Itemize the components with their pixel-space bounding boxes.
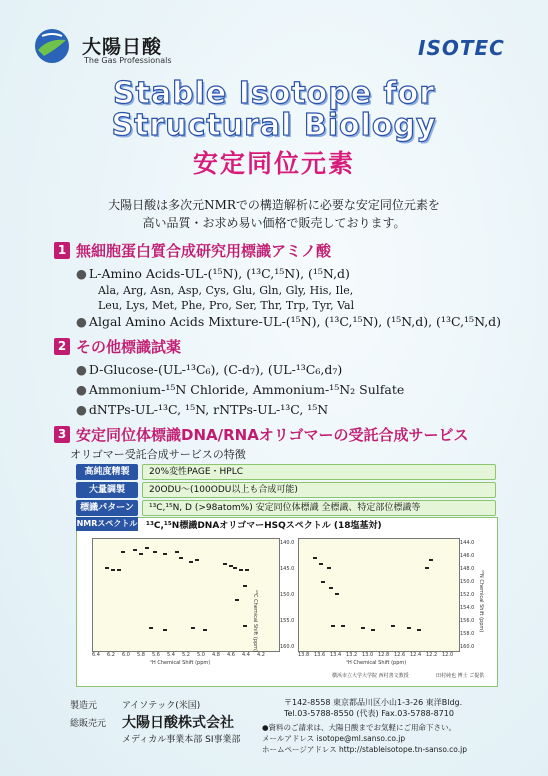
spectrum-peak [335, 593, 339, 595]
seller-label: 総販売元 [70, 719, 107, 729]
globe-logo-icon [34, 28, 70, 64]
bullet-icon: ● [76, 382, 87, 397]
nmr-tab-label: NMRスペクトル [76, 517, 138, 531]
title-line-1: Stable Isotope for [112, 76, 436, 111]
spectrum-peak [243, 625, 247, 627]
list-item: ● Ammonium-¹⁵N Chloride, Ammonium-¹⁵N₂ Sulfate [76, 382, 405, 397]
intro-line-2: 高い品質・お求め易い価格で販売しております。 [142, 216, 406, 230]
intro-line-1: 大陽日酸は多次元NMRでの構造解析に必要な安定同位元素を [108, 198, 440, 212]
spectrum-peak [163, 553, 167, 555]
y-tick: 140.0 [280, 540, 295, 546]
spectrum-peak [233, 567, 237, 569]
spectrum-peak [417, 629, 421, 631]
x-tick: 5.6 [152, 652, 160, 658]
spectrum-peak [361, 627, 365, 629]
features-title: オリゴマー受託合成サービスの特徴 [70, 448, 246, 461]
feature-value: 20%変性PAGE・HPLC [142, 464, 496, 480]
request-note: ●資料のご請求は、大陽日酸までお気軽にご用命下さい。 [262, 723, 457, 732]
x-tick: 12.8 [378, 652, 390, 658]
spectrum-peak [425, 567, 429, 569]
spectrum-peak [223, 563, 227, 565]
y-tick: 146.0 [460, 553, 475, 559]
spectrum-peak [371, 629, 375, 631]
spectrum-peak [341, 625, 345, 627]
y-tick: 145.0 [280, 566, 295, 572]
amino-acid-list-line: Ala, Arg, Asn, Asp, Cys, Glu, Gln, Gly, His, Ile, [98, 284, 354, 297]
list-item: ● D-Glucose-(UL-¹³C₆), (C-d₇), (UL-¹³C₆,d₇) [76, 362, 343, 377]
spectrum-peak [331, 625, 335, 627]
spectrum-peak [203, 629, 207, 631]
hsqc-plot-15n [298, 538, 460, 652]
y-tick: 160.0 [460, 644, 475, 650]
list-item: ● L-Amino Acids-UL-(¹⁵N), (¹³C,¹⁵N), (¹⁵N,d) [76, 266, 350, 281]
y-tick: 156.0 [460, 618, 475, 624]
spectrum-peak [175, 551, 179, 553]
spectrum-peak [321, 581, 325, 583]
x-tick: 6.4 [92, 652, 100, 658]
section-number: 3 [54, 426, 70, 443]
spectrum-peak [195, 559, 199, 561]
bullet-icon: ● [76, 402, 87, 417]
feature-row [76, 464, 496, 480]
phone-fax: Tel.03-5788-8550 (代表) Fax.03-5788-8710 [284, 709, 454, 718]
spectrum-peak [117, 569, 121, 571]
email-address: メールアドレス isotope@ml.sanso.co.jp [262, 734, 406, 743]
x-tick: 6.2 [107, 652, 115, 658]
bullet-icon: ● [76, 314, 87, 329]
spectrum-peak [245, 569, 249, 571]
spectrum-peak [189, 561, 193, 563]
x-tick: 12.0 [442, 652, 454, 658]
feature-label: 高純度精製 [76, 464, 138, 480]
y-tick: 148.0 [460, 566, 475, 572]
seller-name: 大陽日酸株式会社 [122, 715, 234, 731]
x-tick: 6.0 [122, 652, 130, 658]
maker-name: アイソテック(米国) [122, 701, 201, 711]
feature-value: ¹³C,¹⁵N, D (>98atom%) 安定同位体標識 全標識、特定部位標識等 [142, 500, 496, 516]
division-name: メディカル事業本部 SI事業部 [122, 735, 241, 745]
isotec-logo: ISOTEC [418, 36, 505, 60]
y-tick: 144.0 [460, 540, 475, 546]
spectrum-peak [163, 629, 167, 631]
x-tick: 13.6 [314, 652, 326, 658]
y-tick: 155.0 [280, 618, 295, 624]
spectrum-peak [149, 627, 153, 629]
section-number: 2 [54, 338, 70, 355]
title-line-2: Structural Biology [111, 108, 437, 143]
spectrum-peak [407, 627, 411, 629]
section-title: その他標識試薬 [76, 338, 182, 356]
feature-row [76, 482, 496, 498]
y-tick: 160.0 [280, 644, 295, 650]
y-tick: 150.0 [280, 592, 295, 598]
spectrum-peak [179, 557, 183, 559]
x-tick: 13.4 [330, 652, 342, 658]
y-axis-label: ¹³C Chemical Shift (ppm) [252, 590, 258, 652]
spectrum-peak [191, 627, 195, 629]
spectrum-peak [235, 599, 239, 601]
address: 〒142-8558 東京都品川区小山1-3-26 東洋Bldg. [284, 698, 463, 707]
section-title: 無細胞蛋白質合成研究用標識アミノ酸 [76, 242, 332, 260]
brand-tagline: The Gas Professionals [84, 56, 172, 65]
y-tick: 152.0 [460, 592, 475, 598]
title-japanese: 安定同位元素 [192, 149, 355, 178]
x-tick: 13.2 [346, 652, 358, 658]
bullet-icon: ● [76, 362, 87, 377]
x-tick: 4.2 [257, 652, 265, 658]
spectrum-peak [319, 563, 323, 565]
x-tick: 5.2 [182, 652, 190, 658]
x-tick: 12.2 [426, 652, 438, 658]
spectrum-peak [329, 587, 333, 589]
spectrum-peak [139, 553, 143, 555]
y-tick: 150.0 [460, 579, 475, 585]
list-item: ● Algal Amino Acids Mixture-UL-(¹⁵N), (¹³C,¹⁵N), (¹⁵N,d), (¹³C,¹⁵N,d) [76, 314, 502, 329]
brand-name: 大陽日酸 [82, 36, 163, 58]
spectrum-peak [391, 625, 395, 627]
credit-line: 横浜市立大学大学院 西村善文教授 [332, 673, 409, 679]
x-tick: 4.6 [227, 652, 235, 658]
feature-label: 大量調製 [76, 482, 138, 498]
spectrum-peak [327, 567, 331, 569]
spectrum-peak [111, 569, 115, 571]
maker-label: 製造元 [70, 701, 98, 711]
y-axis-label: ¹⁵N Chemical Shift (ppm) [478, 570, 484, 633]
spectrum-peak [243, 585, 247, 587]
y-tick: 158.0 [460, 631, 475, 637]
spectrum-peak [105, 567, 109, 569]
spectrum-peak [313, 557, 317, 559]
list-item: ● dNTPs-UL-¹³C, ¹⁵N, rNTPs-UL-¹³C, ¹⁵N [76, 402, 329, 417]
feature-row [76, 500, 496, 516]
spectrum-peak [153, 551, 157, 553]
x-tick: 5.4 [167, 652, 175, 658]
credit-line: 田村純也 博士 ご提供 [436, 673, 485, 679]
x-tick: 12.6 [394, 652, 406, 658]
spectrum-peak [133, 549, 137, 551]
amino-acid-list-line: Leu, Lys, Met, Phe, Pro, Ser, Thr, Trp, Tyr, Val [98, 299, 355, 312]
spectrum-peak [121, 551, 125, 553]
x-tick: 4.8 [212, 652, 220, 658]
y-tick: 154.0 [460, 605, 475, 611]
x-axis-label: ¹H Chemical Shift (ppm) [346, 660, 407, 666]
x-tick: 13.8 [298, 652, 310, 658]
x-tick: 13.0 [362, 652, 374, 658]
x-tick: 5.8 [137, 652, 145, 658]
feature-value: 20ODU〜(100ODU以上も合成可能) [142, 482, 496, 498]
section-title: 安定同位体標識DNA/RNAオリゴマーの受託合成サービス [76, 426, 469, 444]
spectrum-peak [239, 569, 243, 571]
section-number: 1 [54, 242, 70, 259]
x-axis-label: ¹H Chemical Shift (ppm) [150, 660, 211, 666]
spectrum-peak [145, 547, 149, 549]
x-tick: 5.0 [197, 652, 205, 658]
feature-label: 標識パターン [76, 500, 138, 516]
bullet-icon: ● [76, 266, 87, 281]
website-address: ホームページアドレス http://stableisotope.tn-sanso.co.jp [262, 745, 467, 754]
nmr-title: ¹³C,¹⁵N標識DNAオリゴマーHSQスペクトル (18塩基対) [146, 521, 382, 531]
x-tick: 4.4 [242, 652, 250, 658]
spectrum-peak [429, 559, 433, 561]
x-tick: 12.4 [410, 652, 422, 658]
